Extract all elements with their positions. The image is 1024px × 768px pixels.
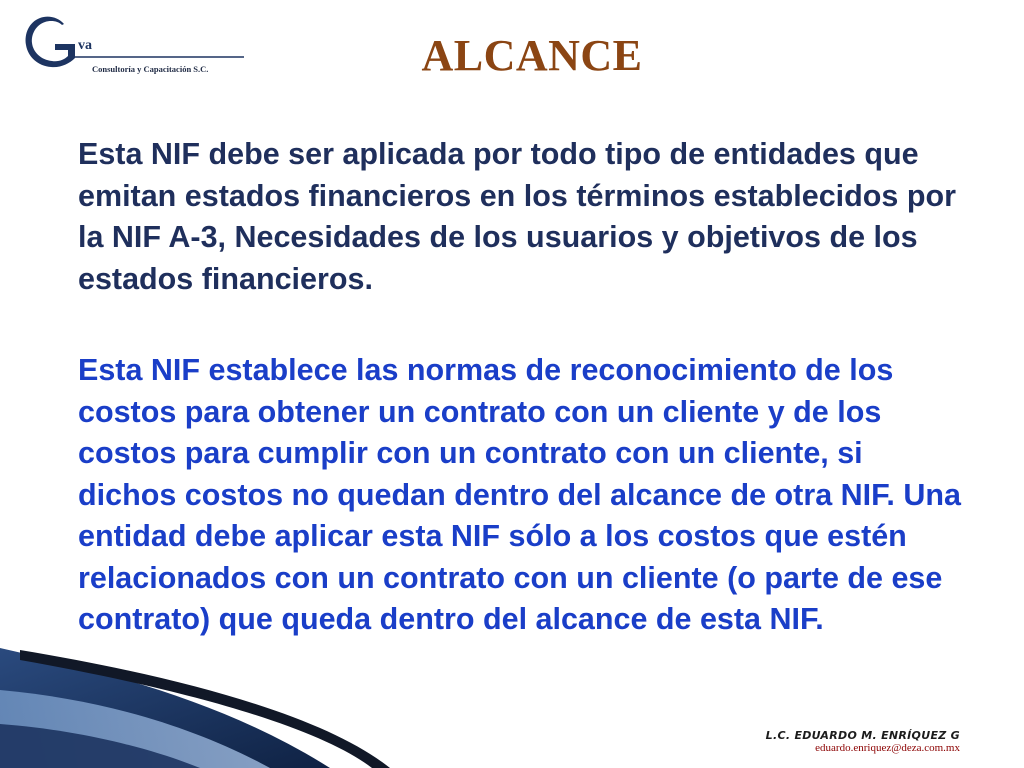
paragraph-scope-costs: Esta NIF establece las normas de reconocimiento de los costos para obtener un contrato con un cliente y de los costos para cumplir con un contrato con un cliente, si dichos costos no quedan dentro del alcance de otra NIF. Una entidad debe aplicar esta NIF sólo a los costos que estén relacionados con un contrato con un cliente (o parte de ese contrato) que queda dentro del alcance de esta NIF. xyxy=(78,353,961,636)
slide-title: ALCANCE xyxy=(421,31,643,80)
logo-tagline: Consultoría y Capacitación S.C. xyxy=(92,64,209,74)
author-email: eduardo.enriquez@deza.com.mx xyxy=(815,742,960,755)
svg-text:va: va xyxy=(78,38,92,53)
paragraph-scope-entities: Esta NIF debe ser aplicada por todo tipo de entidades que emitan estados financieros en los términos establecidos por la NIF A-3, Necesidades de los usuarios y objetivos de los estados financieros. xyxy=(78,137,956,296)
author-name: L.C. EDUARDO M. ENRÍQUEZ G xyxy=(765,729,960,742)
author-signature xyxy=(766,730,960,754)
